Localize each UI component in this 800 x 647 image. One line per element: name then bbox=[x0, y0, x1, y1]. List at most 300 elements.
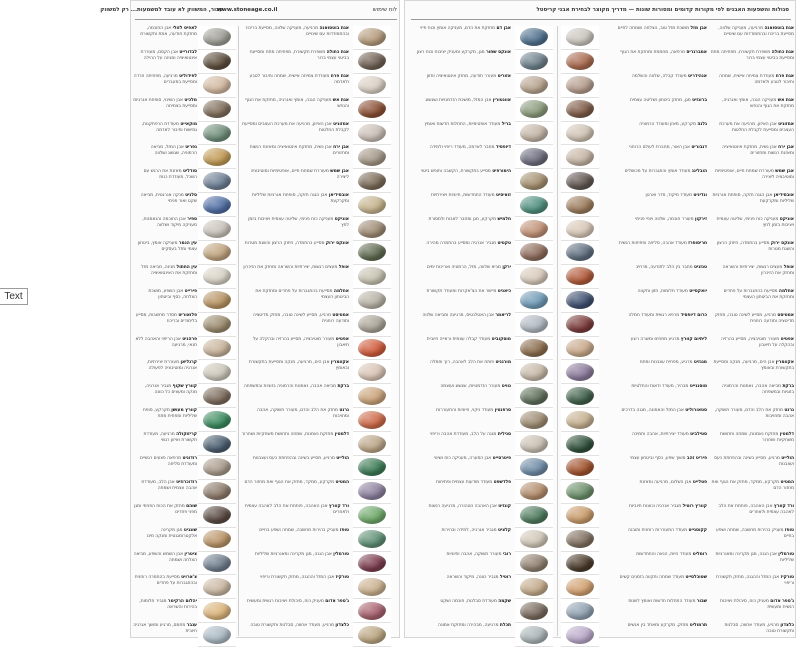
stone-photo bbox=[566, 435, 594, 453]
stone-photo-cell bbox=[515, 432, 553, 456]
stone-name: ונדיניט bbox=[693, 193, 707, 199]
stone-photo-cell bbox=[198, 193, 236, 217]
text-column-c2 bbox=[133, 26, 197, 636]
stone-column-s1 bbox=[353, 26, 391, 636]
stone-photo bbox=[566, 196, 594, 214]
stone-description: מושכת מזל טוב, הצלחה ושמחה לחיים bbox=[617, 26, 691, 31]
stone-description: מעודדת צמיחה אישית, שמחה וחיבור לטבע ולאדמה bbox=[719, 73, 794, 85]
stone-description: מרגיע, מסייע בשינה ובהפחתת כעס ועצבנות bbox=[714, 456, 794, 467]
stone-name: אוניקס bbox=[334, 217, 349, 223]
stone-photo-cell bbox=[198, 504, 236, 528]
stone-description: מעודדת הרפתקנות, גמישות וחיבור לאדמה bbox=[141, 121, 197, 133]
stone-name: גרנט bbox=[339, 408, 349, 414]
stone-entry bbox=[409, 98, 511, 122]
stone-name: זירקון bbox=[695, 217, 707, 223]
stone-entry bbox=[603, 552, 707, 576]
stone-photo bbox=[520, 100, 548, 118]
stone-photo-cell bbox=[515, 360, 553, 384]
stone-description: מעודד התחלות חדשות ואומץ לשנות bbox=[628, 599, 697, 605]
stone-photo bbox=[520, 602, 548, 620]
stone-photo-cell bbox=[515, 74, 553, 98]
stone-name: לפידוליט bbox=[179, 73, 197, 79]
stone-name: פלואוריט bbox=[178, 312, 197, 318]
stone-name: אונקס שחור bbox=[486, 49, 511, 55]
stone-description: מרגיע, מעודד אחווה, סבלנות ותקשורת טובה bbox=[724, 623, 794, 635]
text-column-c4 bbox=[603, 26, 707, 636]
stone-name: פירייט bbox=[184, 288, 197, 294]
stone-entry bbox=[710, 384, 794, 408]
stone-name: אזוריט bbox=[497, 73, 511, 79]
stone-name: קריזוקולה bbox=[176, 432, 197, 438]
stone-photo-cell bbox=[198, 432, 236, 456]
stone-photo bbox=[358, 626, 386, 644]
stone-photo bbox=[203, 220, 231, 238]
stone-name: סרפנטין bbox=[494, 408, 511, 414]
stone-photo bbox=[520, 291, 548, 309]
stone-photo-cell bbox=[353, 98, 391, 122]
stone-description: מעודד מודעות עצמית ופתיחות bbox=[436, 479, 494, 485]
stone-entry bbox=[133, 74, 197, 98]
stone-name: אמזוניט bbox=[333, 121, 349, 127]
stone-name: לריאמר bbox=[495, 312, 511, 318]
stone-entry bbox=[409, 217, 511, 241]
stone-name: אגת אש bbox=[777, 97, 794, 103]
stone-description: מסייע בתקשורת, הקשבה וחופש ביטוי bbox=[420, 169, 493, 175]
stone-name: גרנט bbox=[784, 408, 794, 414]
stone-photo-cell bbox=[198, 337, 236, 361]
stone-photo-cell bbox=[353, 50, 391, 74]
stone-photo bbox=[358, 411, 386, 429]
stone-entry bbox=[133, 504, 197, 528]
stone-description: אבן הקסם, מעוררת אינטואיציה ומגינה על ההילה bbox=[140, 49, 197, 61]
stone-name: המטיט bbox=[335, 479, 349, 485]
stone-name: רודוכרוזיט bbox=[176, 479, 197, 485]
stone-photo-cell bbox=[353, 169, 391, 193]
stone-entry bbox=[241, 552, 349, 576]
stone-name: תכלת bbox=[499, 623, 511, 629]
stone-entry bbox=[409, 313, 511, 337]
stone-photo-cell bbox=[561, 169, 599, 193]
stone-photo bbox=[203, 387, 231, 405]
stone-photo-cell bbox=[515, 193, 553, 217]
stone-name: אגת כחולה bbox=[771, 49, 794, 55]
stone-entry bbox=[241, 408, 349, 432]
stone-photo bbox=[203, 411, 231, 429]
stone-photo bbox=[358, 28, 386, 46]
stone-description: מעורר חוכמה, שלווה ויופי פנימי bbox=[635, 217, 696, 223]
stone-name: אוונטורין bbox=[492, 97, 511, 103]
stone-name: טורקיז bbox=[335, 575, 349, 581]
stone-photo-cell bbox=[561, 337, 599, 361]
stone-photo bbox=[358, 435, 386, 453]
stone-photo bbox=[566, 243, 594, 261]
stone-photo-cell bbox=[198, 145, 236, 169]
stone-photo-cell bbox=[353, 432, 391, 456]
stone-entry bbox=[241, 50, 349, 74]
stone-entry bbox=[133, 528, 197, 552]
stone-name: לאפיס לזולי bbox=[172, 26, 197, 31]
header-url: www.stoneage.co.il bbox=[216, 7, 278, 13]
stone-description: מעורר תשוקה, אהבה וחיוניות bbox=[446, 551, 503, 557]
stone-name: אובסידיאן bbox=[773, 193, 794, 199]
stone-name: אמטיסט bbox=[332, 312, 349, 318]
stone-description: אבן המזל והאמונה, מגנה בדרכים bbox=[621, 408, 686, 414]
stone-name: שבור bbox=[696, 599, 707, 605]
stone-photo-cell bbox=[561, 480, 599, 504]
stone-entry bbox=[603, 337, 707, 361]
stone-name: רוטיל bbox=[499, 575, 511, 581]
stone-photo-cell bbox=[198, 384, 236, 408]
stone-photo bbox=[358, 506, 386, 524]
stone-entry bbox=[241, 98, 349, 122]
stone-entry bbox=[241, 480, 349, 504]
stone-photo-cell bbox=[198, 456, 236, 480]
stone-photo-cell bbox=[198, 169, 236, 193]
stone-description: מעורר מוטיבציה, מסייע בהרזיה ובהקלה על תיאבון bbox=[252, 336, 349, 348]
stone-entry bbox=[710, 193, 794, 217]
stone-entry bbox=[409, 575, 511, 599]
stone-photo-cell bbox=[198, 480, 236, 504]
stone-photo bbox=[566, 267, 594, 285]
stone-description: אבן האיזון, מרגיעה את מערכת העצבים ומסייעת לקבלת החלטות bbox=[719, 121, 794, 133]
stone-entry bbox=[241, 289, 349, 313]
stone-name: שוהם bbox=[186, 503, 197, 509]
stone-entry bbox=[133, 480, 197, 504]
stone-photo-cell bbox=[515, 217, 553, 241]
stone-name: כרום דיופסיד bbox=[680, 312, 707, 318]
stone-entry bbox=[241, 456, 349, 480]
stone-photo bbox=[566, 411, 594, 429]
stone-name: פיטרסייט bbox=[492, 456, 511, 462]
header-title: לוח שימוש bbox=[372, 7, 397, 13]
stone-name: אגת בוטסואנה bbox=[764, 26, 794, 31]
stone-photo bbox=[203, 363, 231, 381]
stone-photo bbox=[566, 339, 594, 357]
stone-photo bbox=[358, 554, 386, 572]
stone-name: נוויט bbox=[501, 384, 511, 390]
stone-entry bbox=[710, 122, 794, 146]
header-divider bbox=[135, 19, 397, 20]
stone-photo-cell bbox=[515, 384, 553, 408]
stone-photo bbox=[566, 458, 594, 476]
stone-photo bbox=[520, 28, 548, 46]
stone-description: מעניקה אומץ, ביטחון עצמי ומזל בעסקים bbox=[137, 241, 197, 252]
stone-description: אבן האהבה, פותחת את הלב לאהבה עצמית ולאחרים bbox=[244, 503, 349, 515]
stone-entry bbox=[603, 480, 707, 504]
stone-entry bbox=[603, 504, 707, 528]
stone-entry bbox=[133, 313, 197, 337]
stone-name: אבן ירח bbox=[333, 145, 349, 151]
stone-name: לבדורייט bbox=[179, 49, 197, 55]
stone-description: מרגיעה, מעניקה שלווה, מסייעת בריכוז ובהתמודדות עם שינויים bbox=[718, 26, 794, 37]
stone-description: מגביר אנרגיה וכוונות חיוביות bbox=[628, 503, 683, 509]
stone-description: אבן המזל וההגנה, מחזק תקשורת וריפוי bbox=[260, 575, 336, 581]
stone-description: מגביר אנרגיה, למידה ובהירות bbox=[441, 527, 498, 533]
stone-entry bbox=[710, 599, 794, 623]
stone-entry bbox=[409, 432, 511, 456]
stone-description: מחזק את הלב והדם, מעורר תשוקה, אהבה ומחויבות bbox=[714, 408, 794, 420]
stone-description: מעודדת סבלנות, חוכמה ושקט bbox=[440, 599, 499, 605]
stone-photo-cell bbox=[515, 528, 553, 552]
stone-entry bbox=[603, 575, 707, 599]
stone-entry bbox=[603, 217, 707, 241]
stone-description: מבהיר, מעודד ודאות והחלטיות bbox=[631, 384, 690, 390]
stone-photo bbox=[203, 482, 231, 500]
stone-photo bbox=[203, 506, 231, 524]
stone-description: אבן האטלנטיס, מרגיעה ומביאה שלווה bbox=[422, 312, 496, 318]
stone-photo bbox=[203, 148, 231, 166]
stone-name: מורגניט bbox=[495, 360, 511, 366]
stone-photo-cell bbox=[353, 26, 391, 50]
stone-description: מנקה אנרגטית, מביאה שקט ואור פנימי bbox=[140, 193, 197, 205]
stone-description: מגנה על הלב, מעודדת אהבה וריפוי bbox=[430, 432, 498, 438]
stone-photo-cell bbox=[561, 552, 599, 576]
stone-description: מקרקע, ממקד, מחזק את הגוף ואת מחזור הדם bbox=[244, 479, 336, 485]
stone-description: מגביר כוונה, מיקוד והשראה bbox=[446, 575, 500, 581]
stone-entry bbox=[710, 456, 794, 480]
stone-name: אחלמה bbox=[778, 288, 794, 294]
stone-entry bbox=[409, 193, 511, 217]
stone-description: מעניק כוח, סיבולת ויציבות רגשית ומעשית bbox=[720, 599, 794, 611]
stone-photo bbox=[520, 435, 548, 453]
stone-entry bbox=[603, 26, 707, 50]
stone-photo-cell bbox=[198, 289, 236, 313]
stone-description: מחזקת נאמנות, שמחה ותחושת משחקיות ושחרור bbox=[241, 432, 335, 438]
stone-photo-cell bbox=[561, 217, 599, 241]
stone-photo bbox=[520, 387, 548, 405]
stone-description: מחזק, מקרקע ומאחד בין אנשים bbox=[627, 623, 690, 629]
stone-name: חלמיש bbox=[497, 217, 511, 223]
stone-entry bbox=[241, 432, 349, 456]
stone-photo bbox=[358, 243, 386, 261]
stone-description: מעניקה כוח פנימי, שליטה עצמית ויציבות בזמן לחץ bbox=[716, 217, 794, 229]
stone-entry bbox=[409, 623, 511, 647]
stone-entry bbox=[241, 217, 349, 241]
stone-photo-cell bbox=[198, 528, 236, 552]
stone-entry bbox=[603, 265, 707, 289]
stone-entry bbox=[133, 408, 197, 432]
stone-entry bbox=[603, 528, 707, 552]
stone-description: מסייעת בהתגברות על פחדים ומחזקת את הביטחון העצמי bbox=[255, 288, 349, 300]
stone-entry bbox=[409, 599, 511, 623]
stone-description: מעצים רגשות, יצירתיות והשראה ומחזק את הזיכרון bbox=[722, 264, 794, 276]
stone-entry bbox=[710, 408, 794, 432]
stone-entry bbox=[710, 575, 794, 599]
stone-entry bbox=[710, 265, 794, 289]
stone-name: הימורפיט bbox=[492, 169, 511, 175]
stone-description: מרגיע, מפחית עצבנות ומתח bbox=[639, 360, 694, 366]
stone-entry bbox=[710, 145, 794, 169]
stone-description: מסדר מחשבות, מסייע בלימודים ובריכוז bbox=[135, 312, 197, 324]
stone-description: מגביר אנרגיה ומסייע בהתמרה מהירה bbox=[426, 241, 498, 247]
stone-photo-cell bbox=[561, 265, 599, 289]
stone-photo bbox=[358, 148, 386, 166]
stone-entry bbox=[603, 169, 707, 193]
stone-description: מעודד ניקוי, חיוניות והתעוררות bbox=[436, 408, 495, 414]
stone-description: מעודד התחדשות, חיוניות ויצירתיות bbox=[431, 193, 496, 199]
stone-name: דנבוריט bbox=[691, 145, 707, 151]
stone-description: אבן הגנה, מגן מקרינה ומאנרגיות שליליות bbox=[715, 551, 794, 563]
stone-description: אבן הלב, מעודדת אהבה עצמית ושמחה bbox=[141, 479, 197, 491]
stone-entry bbox=[133, 337, 197, 361]
stone-description: מרגיע, מסייע בשינה ובהפחתת כעס ועצבנות bbox=[252, 456, 337, 462]
stone-description: מעודד התעוררות רוחנית ותובנה bbox=[627, 527, 689, 533]
stone-photo bbox=[203, 267, 231, 285]
stone-name: אבן שמש bbox=[330, 169, 349, 175]
stone-name: יואקסייט bbox=[689, 288, 707, 294]
stone-photo bbox=[520, 626, 548, 644]
stone-description: מעורר תודעה, מחזק אינטואיציה וחזון bbox=[426, 73, 498, 79]
stone-photo bbox=[358, 530, 386, 548]
stone-photo-cell bbox=[353, 313, 391, 337]
stone-name: קרנליאן bbox=[180, 360, 197, 366]
stone-name: פיריט זהב bbox=[686, 456, 707, 462]
stone-name: מוסקוביט bbox=[491, 336, 511, 342]
stone-description: מסייעת בהתמרה רוחנית ובהתגברות על פחדים bbox=[134, 575, 197, 587]
stone-description: אבן הריפוי והאהבה ללא תנאי, מרגיעה bbox=[135, 336, 197, 348]
stone-entry bbox=[133, 575, 197, 599]
stone-description: פותח את הלב לאהבה, רוך וחמלה bbox=[430, 360, 496, 366]
stone-photo-cell bbox=[353, 408, 391, 432]
stone-name: אבן ירח bbox=[778, 145, 794, 151]
stone-entry bbox=[710, 552, 794, 576]
stone-description: מחבר בין הלב לתודעה, מרחיב bbox=[635, 264, 694, 270]
stone-photo bbox=[566, 506, 594, 524]
stone-photo bbox=[520, 411, 548, 429]
stone-description: מעניק בהירות מחשבה, שמחה ושפע בחיים bbox=[259, 527, 340, 533]
stone-entry bbox=[603, 313, 707, 337]
stone-name: שקמה bbox=[498, 599, 511, 605]
stone-name: שטוכלסייט bbox=[685, 575, 707, 581]
stone-name: אפטיט bbox=[335, 336, 349, 342]
stone-entry bbox=[603, 289, 707, 313]
stone-entry bbox=[409, 50, 511, 74]
stone-photo-cell bbox=[515, 575, 553, 599]
stone-photo-cell bbox=[561, 575, 599, 599]
stone-photo bbox=[566, 554, 594, 572]
stone-photo-cell bbox=[353, 122, 391, 146]
stone-description: מרגיע, מסייע לשינה טובה, מחזק מדיטציה ותודעה רוחנית bbox=[252, 312, 349, 324]
stone-photo bbox=[203, 196, 231, 214]
stone-photo bbox=[520, 363, 548, 381]
stone-description: אבן הים, מרגיעה, מנקה ומסייעת בתקשורת ובאומץ bbox=[713, 360, 794, 372]
stone-description: אבן השלום, מרגיעה ומאזנת bbox=[639, 479, 693, 485]
stone-photo bbox=[520, 315, 548, 333]
stone-description: אבן הגנה חזקה, סופחת אנרגיות שליליות ומקרקעת bbox=[251, 193, 349, 205]
stone-photo bbox=[566, 482, 594, 500]
stone-name: אוניקס bbox=[779, 217, 794, 223]
text-column-c1 bbox=[241, 26, 349, 636]
stone-photo bbox=[358, 458, 386, 476]
stone-description: אבן האיזון, מרגיעה את מערכת העצבים ומסייעת לקבלת החלטות bbox=[242, 121, 349, 133]
stone-column-s3 bbox=[515, 26, 553, 636]
stone-photo-cell bbox=[353, 456, 391, 480]
stone-entry bbox=[409, 122, 511, 146]
stone-photo-cell bbox=[561, 528, 599, 552]
stone-name: אחלמה bbox=[333, 288, 349, 294]
stone-photo bbox=[566, 387, 594, 405]
stone-name: ליתיום קוורץ bbox=[680, 336, 707, 342]
stone-name: ורד קוורץ bbox=[328, 503, 349, 509]
stone-photo bbox=[358, 52, 386, 70]
stone-entry bbox=[710, 623, 794, 647]
stone-name: הובלינג bbox=[691, 169, 707, 175]
stone-column-s4 bbox=[561, 26, 599, 636]
stone-photo-cell bbox=[515, 552, 553, 576]
stone-name: אונקס ירוק bbox=[325, 241, 349, 247]
stone-description: מגן, מחזק ביטחון ושליטה עצמית bbox=[629, 97, 693, 103]
stone-name: כלצדון bbox=[335, 623, 349, 629]
stone-entry bbox=[241, 337, 349, 361]
stone-name: שונגיט bbox=[183, 527, 197, 533]
stone-photo bbox=[566, 602, 594, 620]
text-tab-button[interactable]: Text bbox=[0, 288, 28, 305]
stone-entry bbox=[409, 265, 511, 289]
stone-description: מעודד חלומות, חזון ותקווה bbox=[637, 288, 690, 294]
stone-photo-cell bbox=[353, 337, 391, 361]
stone-photo-cell bbox=[198, 241, 236, 265]
stone-entry bbox=[133, 265, 197, 289]
stone-entry bbox=[710, 217, 794, 241]
stone-photo-cell bbox=[515, 456, 553, 480]
stone-name: יהלום הרקימר bbox=[167, 599, 197, 605]
stone-photo-cell bbox=[198, 599, 236, 623]
stone-entry bbox=[603, 98, 707, 122]
stone-photo-cell bbox=[198, 408, 236, 432]
stone-name: רובי bbox=[502, 551, 511, 557]
stone-entry bbox=[603, 456, 707, 480]
stone-photo bbox=[520, 530, 548, 548]
stone-entry bbox=[710, 360, 794, 384]
stone-name: אבן דם bbox=[496, 26, 511, 31]
stone-name: טורמלין bbox=[778, 551, 794, 557]
stone-description: מרגיע, מעודד אחווה, סבלנות ותקשורת טובה bbox=[250, 623, 336, 629]
stone-entry bbox=[710, 432, 794, 456]
stone-photo-cell bbox=[353, 74, 391, 98]
stone-description: מעודד קבלה עצמית וראייה חיובית bbox=[426, 336, 492, 342]
stone-description: מקרקע, מאזן ומעודד הרמוניה bbox=[639, 121, 698, 127]
stone-entry bbox=[710, 313, 794, 337]
stone-photo bbox=[566, 76, 594, 94]
stone-entry bbox=[710, 241, 794, 265]
stone-entry bbox=[409, 480, 511, 504]
stone-photo-cell bbox=[515, 122, 553, 146]
stone-photo-cell bbox=[515, 337, 553, 361]
stone-description: מעודד אהבה, סליחה ופתיחות רגשית bbox=[618, 241, 689, 247]
stone-photo-cell bbox=[561, 98, 599, 122]
stone-description: מאזנת את הרגש עם השכל, מעודדת כנות bbox=[143, 169, 197, 181]
stone-entry bbox=[603, 599, 707, 623]
stone-description: מביא שלווה, מזל, הרמוניה ואריכות ימים bbox=[426, 264, 503, 270]
stone-photo bbox=[358, 76, 386, 94]
stone-photo bbox=[520, 243, 548, 261]
stone-description: אבן החוכמה והנאמנות, מעניקה מיקוד ושלווה bbox=[142, 217, 197, 229]
stone-photo-cell bbox=[561, 193, 599, 217]
header-divider bbox=[411, 19, 791, 20]
stone-entry bbox=[710, 26, 794, 50]
stone-photo-cell bbox=[561, 432, 599, 456]
stone-photo-cell bbox=[561, 599, 599, 623]
stone-photo bbox=[203, 435, 231, 453]
column-divider bbox=[557, 26, 558, 636]
stone-name: סלניט bbox=[185, 193, 197, 199]
stone-photo-cell bbox=[353, 289, 391, 313]
stone-name: ירקן bbox=[502, 264, 511, 270]
stone-description: מעצים רגשות, יצירתיות והשראה ומחזק את הזיכרון bbox=[243, 264, 339, 270]
stone-photo-cell bbox=[561, 313, 599, 337]
stone-entry bbox=[603, 122, 707, 146]
stone-photo-cell bbox=[353, 384, 391, 408]
